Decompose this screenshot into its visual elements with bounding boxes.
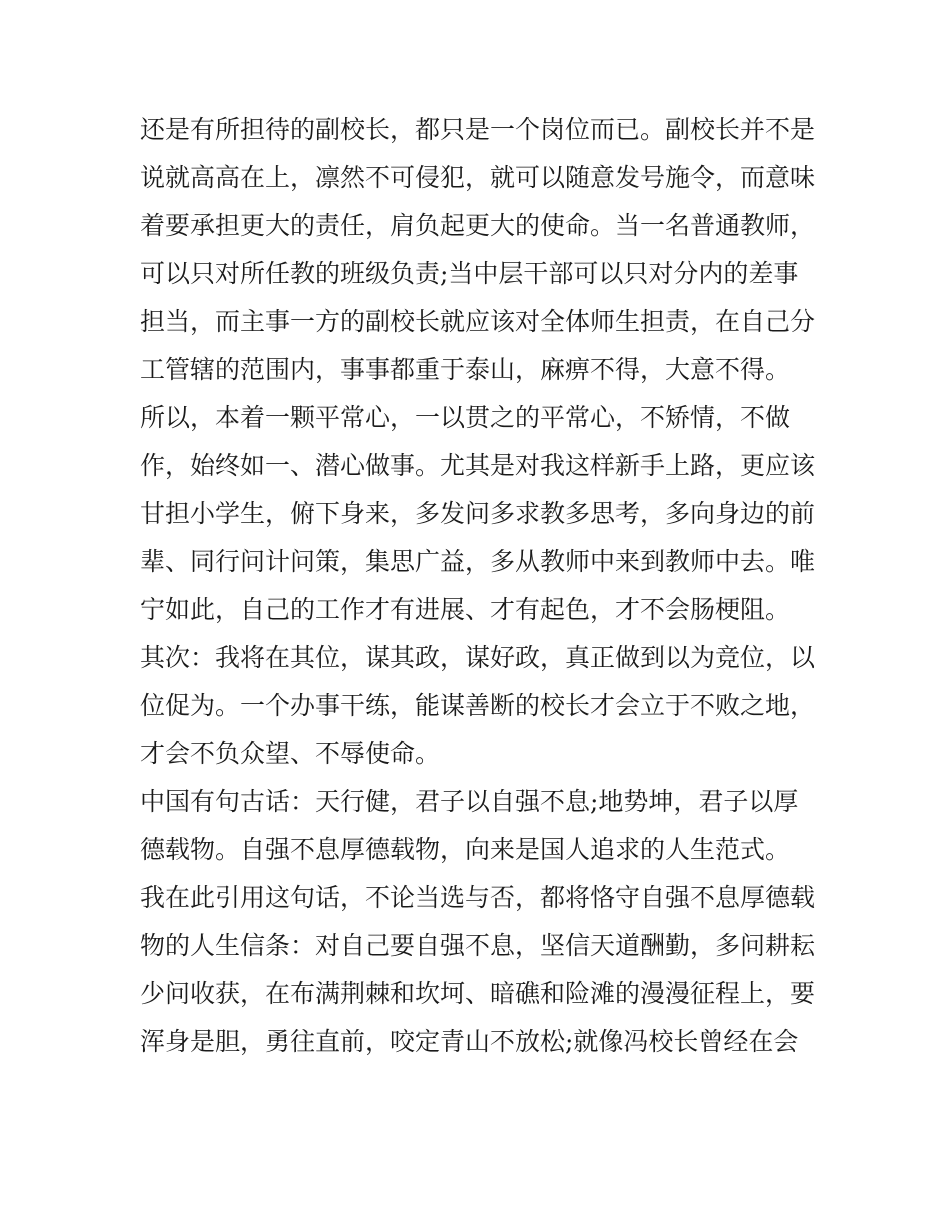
text-line: 物的人生信条：对自己要自强不息，坚信天道酬勤，多问耕耘 [140,931,816,960]
text-line: 甘担小学生，俯下身来，多发问多求教多思考，多向身边的前 [140,499,816,528]
text-line: 说就高高在上，凛然不可侵犯，就可以随意发号施令，而意味 [140,163,816,192]
text-line: 才会不负众望、不辱使命。 [140,739,441,768]
text-line: 辈、同行问计问策，集思广益，多从教师中来到教师中去。唯 [140,547,816,576]
body-text [140,106,820,1066]
text-line: 工管辖的范围内，事事都重于泰山，麻痹不得，大意不得。 [140,355,791,384]
text-line: 我在此引用这句话，不论当选与否，都将恪守自强不息厚德载 [140,883,816,912]
text-line: 可以只对所任教的班级负责;当中层干部可以只对分内的差事 [140,259,799,288]
text-line: 担当，而主事一方的副校长就应该对全体师生担责，在自己分 [140,307,816,336]
text-line: 还是有所担待的副校长，都只是一个岗位而已。副校长并不是 [140,115,816,144]
text-line: 宁如此，自己的工作才有进展、才有起色，才不会肠梗阻。 [140,595,791,624]
text-line: 所以，本着一颗平常心，一以贯之的平常心，不矫情，不做 [140,403,791,432]
text-line: 着要承担更大的责任，肩负起更大的使命。当一名普通教师， [140,211,816,240]
text-line: 浑身是胆，勇往直前，咬定青山不放松;就像冯校长曾经在会 [140,1027,799,1056]
text-line: 作，始终如一、潜心做事。尤其是对我这样新手上路，更应该 [140,451,816,480]
text-line: 其次：我将在其位，谋其政，谋好政，真正做到以为竞位，以 [140,643,816,672]
text-line: 中国有句古话：天行健，君子以自强不息;地势坤，君子以厚 [140,787,799,816]
text-line: 少问收获，在布满荆棘和坎坷、暗礁和险滩的漫漫征程上，要 [140,979,816,1008]
text-line: 德载物。自强不息厚德载物，向来是国人追求的人生范式。 [140,835,791,864]
text-line: 位促为。一个办事干练，能谋善断的校长才会立于不败之地， [140,691,816,720]
